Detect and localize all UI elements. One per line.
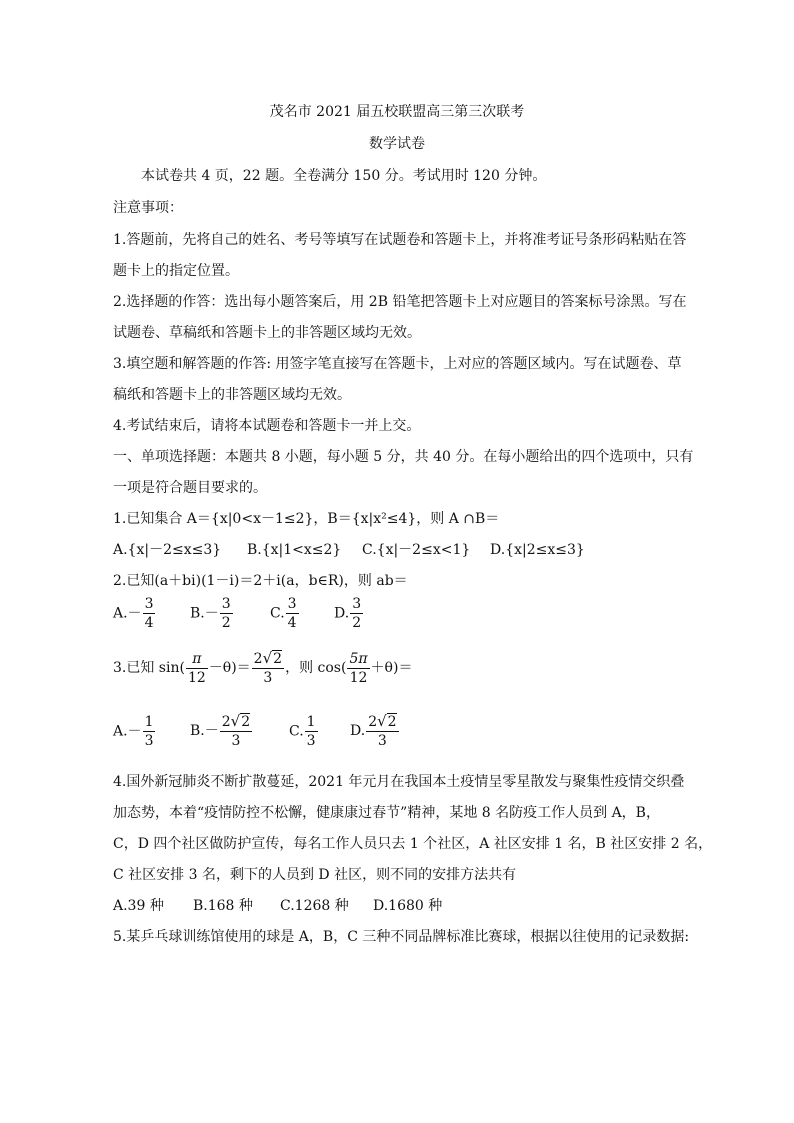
q4-line-4: C 社区安排 3 名，剩下的人员到 D 社区，则不同的安排方法共有 [113, 867, 517, 883]
exam-title: 茂名市 2021 届五校联盟高三第三次联考 [269, 104, 525, 120]
q3-option-a: A.－ $\frac{1}{3}$ [113, 713, 154, 749]
q2-option-b: B.－ $\frac{3}{2}$ [190, 596, 231, 631]
note-3a: 3.填空题和解答题的作答: 用签字笔直接写在答题卡，上对应的答题区域内。写在试题卷、草 [113, 356, 682, 372]
q1-options [113, 540, 585, 560]
q2-options [113, 597, 364, 630]
q1-stem: 1.已知集合 A＝{x|0<x－1≤2}，B＝{x|x²≤4}，则 A ∩B＝ [113, 511, 500, 527]
q2-option-d: D. $\frac{3}{2}$ [334, 596, 362, 631]
q1-option-c: C.{x|－2≤x<1} [362, 542, 471, 558]
q4-option-c: C.1268 种 [280, 898, 349, 914]
q4-option-d: D.1680 种 [373, 898, 443, 914]
q1-option-b: B.{x|1<x≤2} [247, 542, 342, 558]
q2-stem: 2.已知(a＋bi)(1－i)＝2＋i(a，b∈R)，则 ab＝ [113, 573, 408, 589]
q3-option-d: D. $\frac{2√2}{3}$ [350, 712, 397, 749]
q1-option-d: D.{x|2≤x≤3} [490, 542, 585, 558]
q2-option-c: C. $\frac{3}{4}$ [270, 596, 297, 631]
section-heading-b: 一项是符合题目要求的。 [113, 480, 267, 496]
notes-heading: 注意事项： [113, 200, 183, 216]
q4-line-3: C，D 四个社区做防护宣传，每名工作人员只去 1 个社区，A 社区安排 1 名，B 社区安排 2 名， [113, 836, 713, 852]
note-4: 4.考试结束后，请将本试题卷和答题卡一并上交。 [113, 418, 421, 434]
note-2b: 试题卷、草稿纸和答题卡上的非答题区域均无效。 [113, 325, 421, 341]
note-2a: 2.选择题的作答：选出每小题答案后，用 2B 铅笔把答题卡上对应题目的答案标号涂黑。写在 [113, 294, 687, 310]
note-1b: 题卡上的指定位置。 [113, 263, 239, 279]
q4-option-b: B.168 种 [193, 898, 253, 914]
q4-options [113, 896, 442, 916]
exam-subtitle: 数学试卷 [369, 136, 425, 152]
q4-line-2: 加态势，本着“疫情防控不松懈，健康康过春节”精神，某地 8 名防疫工作人员到 A，B， [113, 805, 660, 821]
q5-line-1: 5.某乒乓球训练馆使用的球是 A，B，C 三种不同品牌标准比赛球，根据以往使用的记录数据: [113, 929, 690, 945]
section-heading-a: 一、单项选择题：本题共 8 小题，每小题 5 分，共 40 分。在每小题给出的四个选项中，只有 [113, 449, 694, 465]
note-1a: 1.答题前，先将自己的姓名、考号等填写在试题卷和答题卡上，并将准考证号条形码粘贴在答 [113, 232, 687, 248]
q3-option-b: B.－ $\frac{2√2}{3}$ [190, 712, 251, 749]
q3-option-c: C. $\frac{1}{3}$ [289, 713, 316, 749]
q1-option-a: A.{x|－2≤x≤3} [113, 542, 222, 558]
intro-text: 本试卷共 4 页，22 题。全卷满分 150 分。考试用时 120 分钟。 [141, 168, 547, 184]
q3-stem: 3.已知 sin( $\frac{\pi}{12}$ －θ)＝ $\frac{2√2}{3}$ ，则 cos( $\frac{5\pi}{12}$ ＋θ)＝ [113, 649, 413, 686]
note-3b: 稿纸和答题卡上的非答题区域均无效。 [113, 387, 351, 403]
q4-option-a: A.39 种 [113, 898, 164, 914]
q3-options [113, 714, 400, 748]
q2-option-a: A.－ $\frac{3}{4}$ [113, 596, 154, 631]
q4-line-1: 4.国外新冠肺炎不断扩散蔓延，2021 年元月在我国本土疫情呈零星散发与聚集性疫情交织叠 [113, 774, 685, 790]
